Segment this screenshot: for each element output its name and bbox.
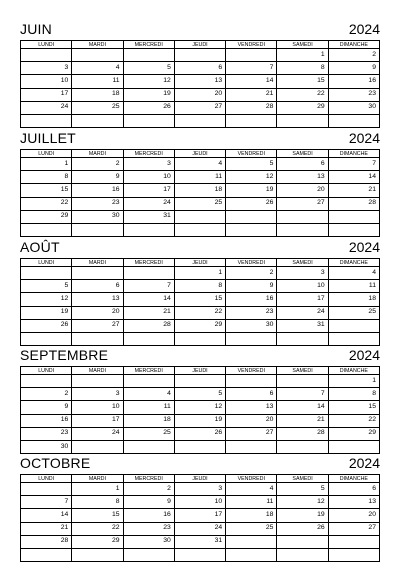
day-cell: 4 (226, 483, 277, 496)
day-cell: 15 (21, 184, 72, 197)
day-cell: 20 (226, 415, 277, 428)
day-cell (21, 224, 72, 237)
day-cell: 17 (124, 184, 175, 197)
month-year: 2024 (348, 130, 380, 146)
day-cell (175, 224, 226, 237)
day-cell: 20 (277, 184, 328, 197)
weekday-header: JEUDI (175, 41, 226, 49)
day-cell: 10 (72, 401, 123, 414)
weekday-header: DIMANCHE (329, 475, 380, 483)
day-cell: 11 (329, 280, 380, 293)
day-cell: 12 (124, 75, 175, 88)
day-cell: 8 (329, 388, 380, 401)
day-cell (277, 224, 328, 237)
day-cell: 15 (277, 75, 328, 88)
day-cell: 16 (21, 415, 72, 428)
day-cell (124, 549, 175, 562)
day-cell: 25 (124, 428, 175, 441)
month-year: 2024 (348, 347, 380, 363)
day-cell: 29 (329, 428, 380, 441)
day-cell: 20 (329, 509, 380, 522)
day-cell (277, 441, 328, 454)
day-cell: 21 (226, 89, 277, 102)
month-block (20, 238, 380, 346)
weekday-header: DIMANCHE (329, 41, 380, 49)
day-cell: 27 (226, 428, 277, 441)
day-cell: 15 (329, 401, 380, 414)
day-cell: 18 (72, 89, 123, 102)
day-cell (124, 441, 175, 454)
day-cell: 2 (72, 158, 123, 171)
weekday-header: SAMEDI (277, 367, 328, 375)
day-cell: 30 (226, 320, 277, 333)
day-cell: 1 (175, 267, 226, 280)
day-cell: 28 (21, 536, 72, 549)
weekday-header: MARDI (72, 259, 123, 267)
day-cell (329, 211, 380, 224)
day-cell: 1 (72, 483, 123, 496)
day-cell: 19 (226, 184, 277, 197)
day-cell (329, 320, 380, 333)
weekday-header: MARDI (72, 150, 123, 158)
day-cell: 30 (21, 441, 72, 454)
day-cell: 16 (124, 509, 175, 522)
day-cell (21, 483, 72, 496)
day-cell: 25 (175, 198, 226, 211)
day-cell (329, 115, 380, 128)
day-cell: 1 (21, 158, 72, 171)
day-cell (226, 115, 277, 128)
day-cell: 8 (21, 171, 72, 184)
day-cell: 29 (72, 536, 123, 549)
weekday-header: LUNDI (21, 41, 72, 49)
day-cell: 24 (277, 307, 328, 320)
day-cell: 26 (21, 320, 72, 333)
day-cell (72, 333, 123, 346)
day-cell: 6 (226, 388, 277, 401)
day-cell (124, 115, 175, 128)
day-cell: 19 (175, 415, 226, 428)
day-cell: 12 (175, 401, 226, 414)
day-cell: 13 (226, 401, 277, 414)
day-cell: 11 (226, 496, 277, 509)
day-cell: 3 (72, 388, 123, 401)
day-cell (21, 375, 72, 388)
day-cell: 26 (277, 523, 328, 536)
day-cell: 12 (21, 293, 72, 306)
day-cell: 7 (329, 158, 380, 171)
day-cell: 23 (124, 523, 175, 536)
day-cell: 26 (226, 198, 277, 211)
month-grid (20, 474, 380, 562)
month-header (20, 238, 380, 256)
day-cell: 18 (226, 509, 277, 522)
day-cell (72, 49, 123, 62)
day-cell (124, 333, 175, 346)
day-cell (277, 375, 328, 388)
day-cell: 14 (277, 401, 328, 414)
day-cell: 7 (21, 496, 72, 509)
month-block (20, 20, 380, 128)
month-grid (20, 40, 380, 128)
day-cell (226, 549, 277, 562)
weekday-header: MARDI (72, 41, 123, 49)
day-cell: 28 (226, 102, 277, 115)
day-cell: 9 (21, 401, 72, 414)
day-cell: 15 (175, 293, 226, 306)
day-cell: 3 (175, 483, 226, 496)
weekday-header: SAMEDI (277, 150, 328, 158)
day-cell: 21 (21, 523, 72, 536)
day-cell: 18 (329, 293, 380, 306)
day-cell: 27 (72, 320, 123, 333)
weekday-header: VENDREDI (226, 475, 277, 483)
day-cell: 3 (277, 267, 328, 280)
weekday-header: JEUDI (175, 150, 226, 158)
day-cell (72, 549, 123, 562)
weekday-header: VENDREDI (226, 41, 277, 49)
day-cell: 13 (175, 75, 226, 88)
day-cell (226, 224, 277, 237)
day-cell: 22 (175, 307, 226, 320)
day-cell: 12 (226, 171, 277, 184)
day-cell (175, 375, 226, 388)
day-cell: 30 (72, 211, 123, 224)
day-cell (329, 536, 380, 549)
day-cell: 1 (277, 49, 328, 62)
weekday-header: MERCREDI (124, 150, 175, 158)
day-cell (329, 333, 380, 346)
month-grid (20, 149, 380, 237)
day-cell: 9 (124, 496, 175, 509)
day-cell (226, 375, 277, 388)
day-cell: 17 (72, 415, 123, 428)
day-cell: 7 (124, 280, 175, 293)
weekday-header: MERCREDI (124, 475, 175, 483)
day-cell (226, 441, 277, 454)
day-cell (21, 49, 72, 62)
day-cell (124, 375, 175, 388)
day-cell: 18 (175, 184, 226, 197)
month-block (20, 454, 380, 562)
day-cell: 23 (72, 198, 123, 211)
day-cell (226, 536, 277, 549)
weekday-header: MARDI (72, 475, 123, 483)
day-cell: 21 (124, 307, 175, 320)
weekday-header: DIMANCHE (329, 259, 380, 267)
day-cell (277, 333, 328, 346)
day-cell: 14 (329, 171, 380, 184)
day-cell (277, 536, 328, 549)
day-cell: 24 (21, 102, 72, 115)
weekday-header: SAMEDI (277, 475, 328, 483)
day-cell: 19 (21, 307, 72, 320)
day-cell (21, 549, 72, 562)
day-cell: 28 (124, 320, 175, 333)
day-cell: 9 (72, 171, 123, 184)
day-cell (175, 115, 226, 128)
day-cell: 26 (175, 428, 226, 441)
day-cell (226, 333, 277, 346)
day-cell: 2 (21, 388, 72, 401)
day-cell: 29 (21, 211, 72, 224)
day-cell: 17 (175, 509, 226, 522)
month-grid (20, 258, 380, 346)
day-cell: 16 (226, 293, 277, 306)
day-cell: 27 (329, 523, 380, 536)
day-cell (72, 115, 123, 128)
day-cell: 5 (175, 388, 226, 401)
day-cell (329, 224, 380, 237)
day-cell: 14 (226, 75, 277, 88)
day-cell (329, 441, 380, 454)
day-cell (277, 115, 328, 128)
weekday-header: JEUDI (175, 475, 226, 483)
month-header (20, 346, 380, 364)
day-cell (21, 333, 72, 346)
weekday-header: VENDREDI (226, 150, 277, 158)
day-cell: 5 (277, 483, 328, 496)
day-cell (72, 267, 123, 280)
day-cell: 31 (175, 536, 226, 549)
day-cell (72, 224, 123, 237)
day-cell: 5 (226, 158, 277, 171)
day-cell: 26 (124, 102, 175, 115)
day-cell: 10 (277, 280, 328, 293)
day-cell: 24 (124, 198, 175, 211)
day-cell: 14 (124, 293, 175, 306)
month-block (20, 346, 380, 454)
month-block (20, 129, 380, 237)
month-name: OCTOBRE (20, 455, 91, 471)
month-name: JUIN (20, 21, 52, 37)
day-cell: 20 (72, 307, 123, 320)
day-cell (175, 441, 226, 454)
month-name: SEPTEMBRE (20, 347, 109, 363)
weekday-header: DIMANCHE (329, 150, 380, 158)
weekday-header: LUNDI (21, 367, 72, 375)
day-cell: 6 (277, 158, 328, 171)
day-cell: 22 (329, 415, 380, 428)
day-cell (277, 549, 328, 562)
month-name: AOÛT (20, 239, 60, 255)
weekday-header: JEUDI (175, 259, 226, 267)
day-cell: 6 (329, 483, 380, 496)
day-cell (277, 211, 328, 224)
day-cell: 9 (226, 280, 277, 293)
day-cell: 5 (21, 280, 72, 293)
day-cell: 28 (329, 198, 380, 211)
weekday-header: MERCREDI (124, 41, 175, 49)
day-cell: 24 (175, 523, 226, 536)
weekday-header: MARDI (72, 367, 123, 375)
day-cell (72, 441, 123, 454)
day-cell: 4 (329, 267, 380, 280)
day-cell: 6 (72, 280, 123, 293)
day-cell (21, 267, 72, 280)
day-cell: 13 (72, 293, 123, 306)
day-cell: 2 (329, 49, 380, 62)
day-cell: 30 (329, 102, 380, 115)
day-cell (72, 375, 123, 388)
day-cell (226, 49, 277, 62)
day-cell: 1 (329, 375, 380, 388)
day-cell: 2 (226, 267, 277, 280)
day-cell: 19 (124, 89, 175, 102)
day-cell: 31 (277, 320, 328, 333)
day-cell: 29 (175, 320, 226, 333)
day-cell: 4 (124, 388, 175, 401)
day-cell: 16 (329, 75, 380, 88)
day-cell: 16 (72, 184, 123, 197)
day-cell: 23 (21, 428, 72, 441)
day-cell: 11 (175, 171, 226, 184)
day-cell: 11 (124, 401, 175, 414)
weekday-header: MERCREDI (124, 259, 175, 267)
day-cell (329, 549, 380, 562)
day-cell (226, 211, 277, 224)
day-cell: 4 (175, 158, 226, 171)
day-cell: 22 (277, 89, 328, 102)
day-cell: 31 (124, 211, 175, 224)
day-cell: 4 (72, 62, 123, 75)
day-cell: 10 (175, 496, 226, 509)
weekday-header: SAMEDI (277, 41, 328, 49)
day-cell: 13 (277, 171, 328, 184)
day-cell: 18 (124, 415, 175, 428)
day-cell: 27 (175, 102, 226, 115)
day-cell: 21 (277, 415, 328, 428)
day-cell: 8 (72, 496, 123, 509)
day-cell: 7 (226, 62, 277, 75)
weekday-header: MERCREDI (124, 367, 175, 375)
weekday-header: LUNDI (21, 475, 72, 483)
day-cell: 3 (124, 158, 175, 171)
weekday-header: SAMEDI (277, 259, 328, 267)
month-grid (20, 366, 380, 454)
day-cell: 3 (21, 62, 72, 75)
day-cell: 22 (21, 198, 72, 211)
day-cell: 24 (72, 428, 123, 441)
day-cell: 19 (277, 509, 328, 522)
day-cell: 27 (277, 198, 328, 211)
day-cell: 13 (329, 496, 380, 509)
day-cell: 5 (124, 62, 175, 75)
weekday-header: DIMANCHE (329, 367, 380, 375)
day-cell: 22 (72, 523, 123, 536)
weekday-header: JEUDI (175, 367, 226, 375)
day-cell: 25 (329, 307, 380, 320)
day-cell: 2 (124, 483, 175, 496)
day-cell (175, 549, 226, 562)
day-cell: 6 (175, 62, 226, 75)
day-cell: 25 (226, 523, 277, 536)
weekday-header: VENDREDI (226, 259, 277, 267)
day-cell: 15 (72, 509, 123, 522)
day-cell: 29 (277, 102, 328, 115)
day-cell: 7 (277, 388, 328, 401)
month-name: JUILLET (20, 130, 76, 146)
day-cell: 10 (21, 75, 72, 88)
month-year: 2024 (348, 239, 380, 255)
day-cell: 20 (175, 89, 226, 102)
day-cell: 8 (175, 280, 226, 293)
day-cell: 23 (329, 89, 380, 102)
day-cell (124, 224, 175, 237)
day-cell: 23 (226, 307, 277, 320)
day-cell (175, 211, 226, 224)
day-cell: 28 (277, 428, 328, 441)
day-cell: 17 (21, 89, 72, 102)
day-cell (21, 115, 72, 128)
day-cell: 30 (124, 536, 175, 549)
month-header (20, 454, 380, 472)
day-cell: 12 (277, 496, 328, 509)
day-cell (124, 49, 175, 62)
day-cell: 8 (277, 62, 328, 75)
month-year: 2024 (348, 455, 380, 471)
day-cell: 21 (329, 184, 380, 197)
weekday-header: VENDREDI (226, 367, 277, 375)
month-year: 2024 (348, 21, 380, 37)
day-cell: 10 (124, 171, 175, 184)
weekday-header: LUNDI (21, 150, 72, 158)
day-cell: 17 (277, 293, 328, 306)
day-cell: 9 (329, 62, 380, 75)
day-cell: 11 (72, 75, 123, 88)
day-cell (124, 267, 175, 280)
weekday-header: LUNDI (21, 259, 72, 267)
month-header (20, 20, 380, 38)
month-header (20, 129, 380, 147)
day-cell: 14 (21, 509, 72, 522)
day-cell: 25 (72, 102, 123, 115)
day-cell (175, 49, 226, 62)
day-cell (175, 333, 226, 346)
